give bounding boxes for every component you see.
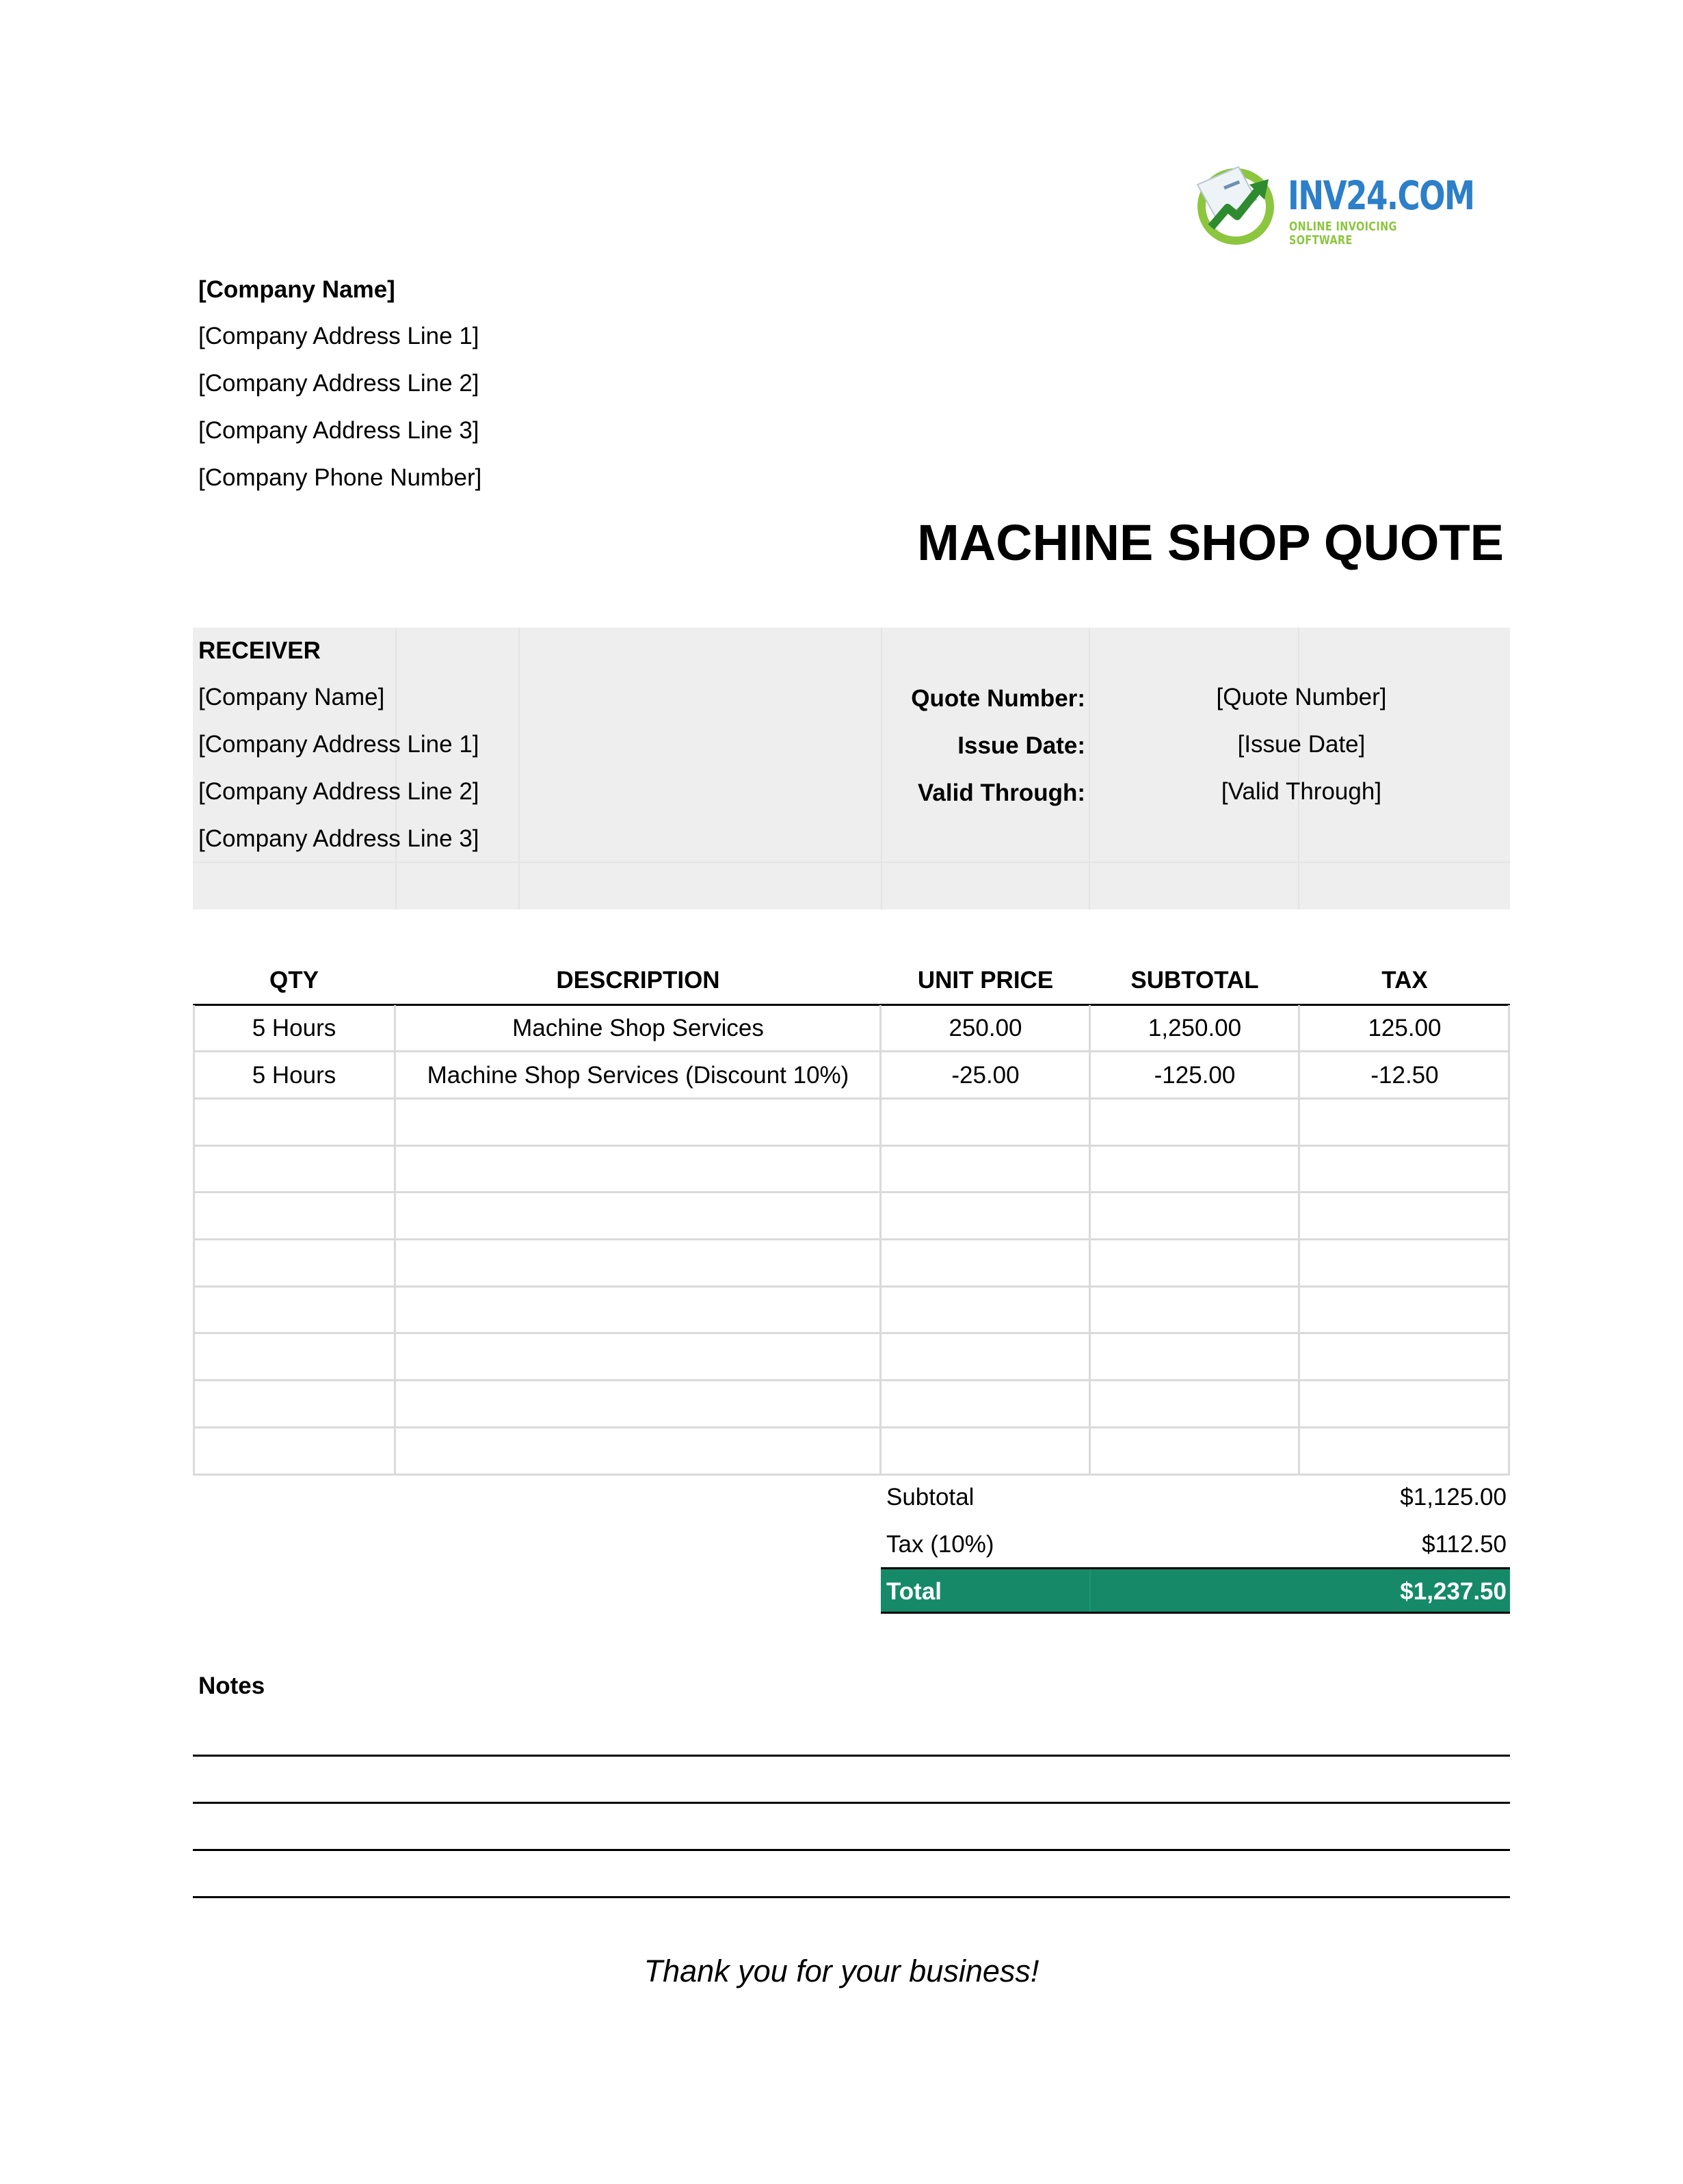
- sender-address-line-1: [Company Address Line 1]: [198, 323, 479, 349]
- header-qty: QTY: [269, 967, 319, 994]
- table-body: [193, 1005, 1510, 1476]
- thank-you-message: Thank you for your business!: [644, 1954, 1039, 1988]
- tax-label: Tax (10%): [886, 1531, 994, 1558]
- row-1-description: Machine Shop Services: [512, 1015, 764, 1041]
- receiver-heading: RECEIVER: [198, 637, 321, 664]
- receiver-address-line-1: [Company Address Line 1]: [198, 731, 479, 758]
- row-1-qty: 5 Hours: [252, 1015, 336, 1041]
- company-logo: [1193, 164, 1474, 248]
- row-1-unit-price: 250.00: [949, 1015, 1022, 1041]
- notes-line: [193, 1849, 1510, 1851]
- notes-line: [193, 1896, 1510, 1898]
- receiver-address-line-2: [Company Address Line 2]: [198, 778, 479, 805]
- header-description: DESCRIPTION: [556, 967, 720, 994]
- total-value: $1,237.50: [1400, 1578, 1507, 1605]
- row-1-tax: 125.00: [1368, 1015, 1442, 1041]
- valid-through-value: [Valid Through]: [1221, 778, 1382, 805]
- tax-value: $112.50: [1422, 1531, 1507, 1558]
- header-tax: TAX: [1381, 967, 1428, 994]
- total-label: Total: [886, 1578, 942, 1605]
- row-2-description: Machine Shop Services (Discount 10%): [427, 1062, 849, 1089]
- row-2-subtotal: -125.00: [1154, 1062, 1236, 1089]
- receiver-section: [193, 628, 1510, 909]
- notes-line: [193, 1755, 1510, 1757]
- sender-company-name: [Company Name]: [198, 276, 395, 303]
- quote-number-value: [Quote Number]: [1216, 684, 1387, 710]
- receiver-company-name: [Company Name]: [198, 684, 385, 710]
- notes-label: Notes: [198, 1673, 265, 1699]
- logo-tagline: ONLINE INVOICING SOFTWARE: [1289, 219, 1397, 248]
- sender-address-line-2: [Company Address Line 2]: [198, 370, 479, 397]
- row-1-subtotal: 1,250.00: [1148, 1015, 1242, 1041]
- sender-address-line-3: [Company Address Line 3]: [198, 417, 479, 444]
- valid-through-label: Valid Through:: [918, 780, 1085, 806]
- logo-icon: [1193, 164, 1282, 246]
- receiver-address-line-3: [Company Address Line 3]: [198, 825, 479, 852]
- issue-date-value: [Issue Date]: [1237, 731, 1366, 758]
- row-2-unit-price: -25.00: [951, 1062, 1020, 1089]
- header-subtotal: SUBTOTAL: [1130, 967, 1259, 994]
- table-header: [193, 957, 1510, 1006]
- subtotal-value: $1,125.00: [1400, 1484, 1507, 1510]
- issue-date-label: Issue Date:: [957, 732, 1085, 759]
- row-2-qty: 5 Hours: [252, 1062, 336, 1089]
- row-2-tax: -12.50: [1370, 1062, 1439, 1089]
- document-title: MACHINE SHOP QUOTE: [917, 514, 1504, 571]
- notes-line: [193, 1802, 1510, 1804]
- quote-number-label: Quote Number:: [911, 685, 1085, 712]
- sender-phone: [Company Phone Number]: [198, 464, 482, 491]
- header-unit-price: UNIT PRICE: [917, 967, 1054, 994]
- logo-brand: INV24.COM: [1288, 172, 1474, 219]
- subtotal-label: Subtotal: [886, 1484, 975, 1510]
